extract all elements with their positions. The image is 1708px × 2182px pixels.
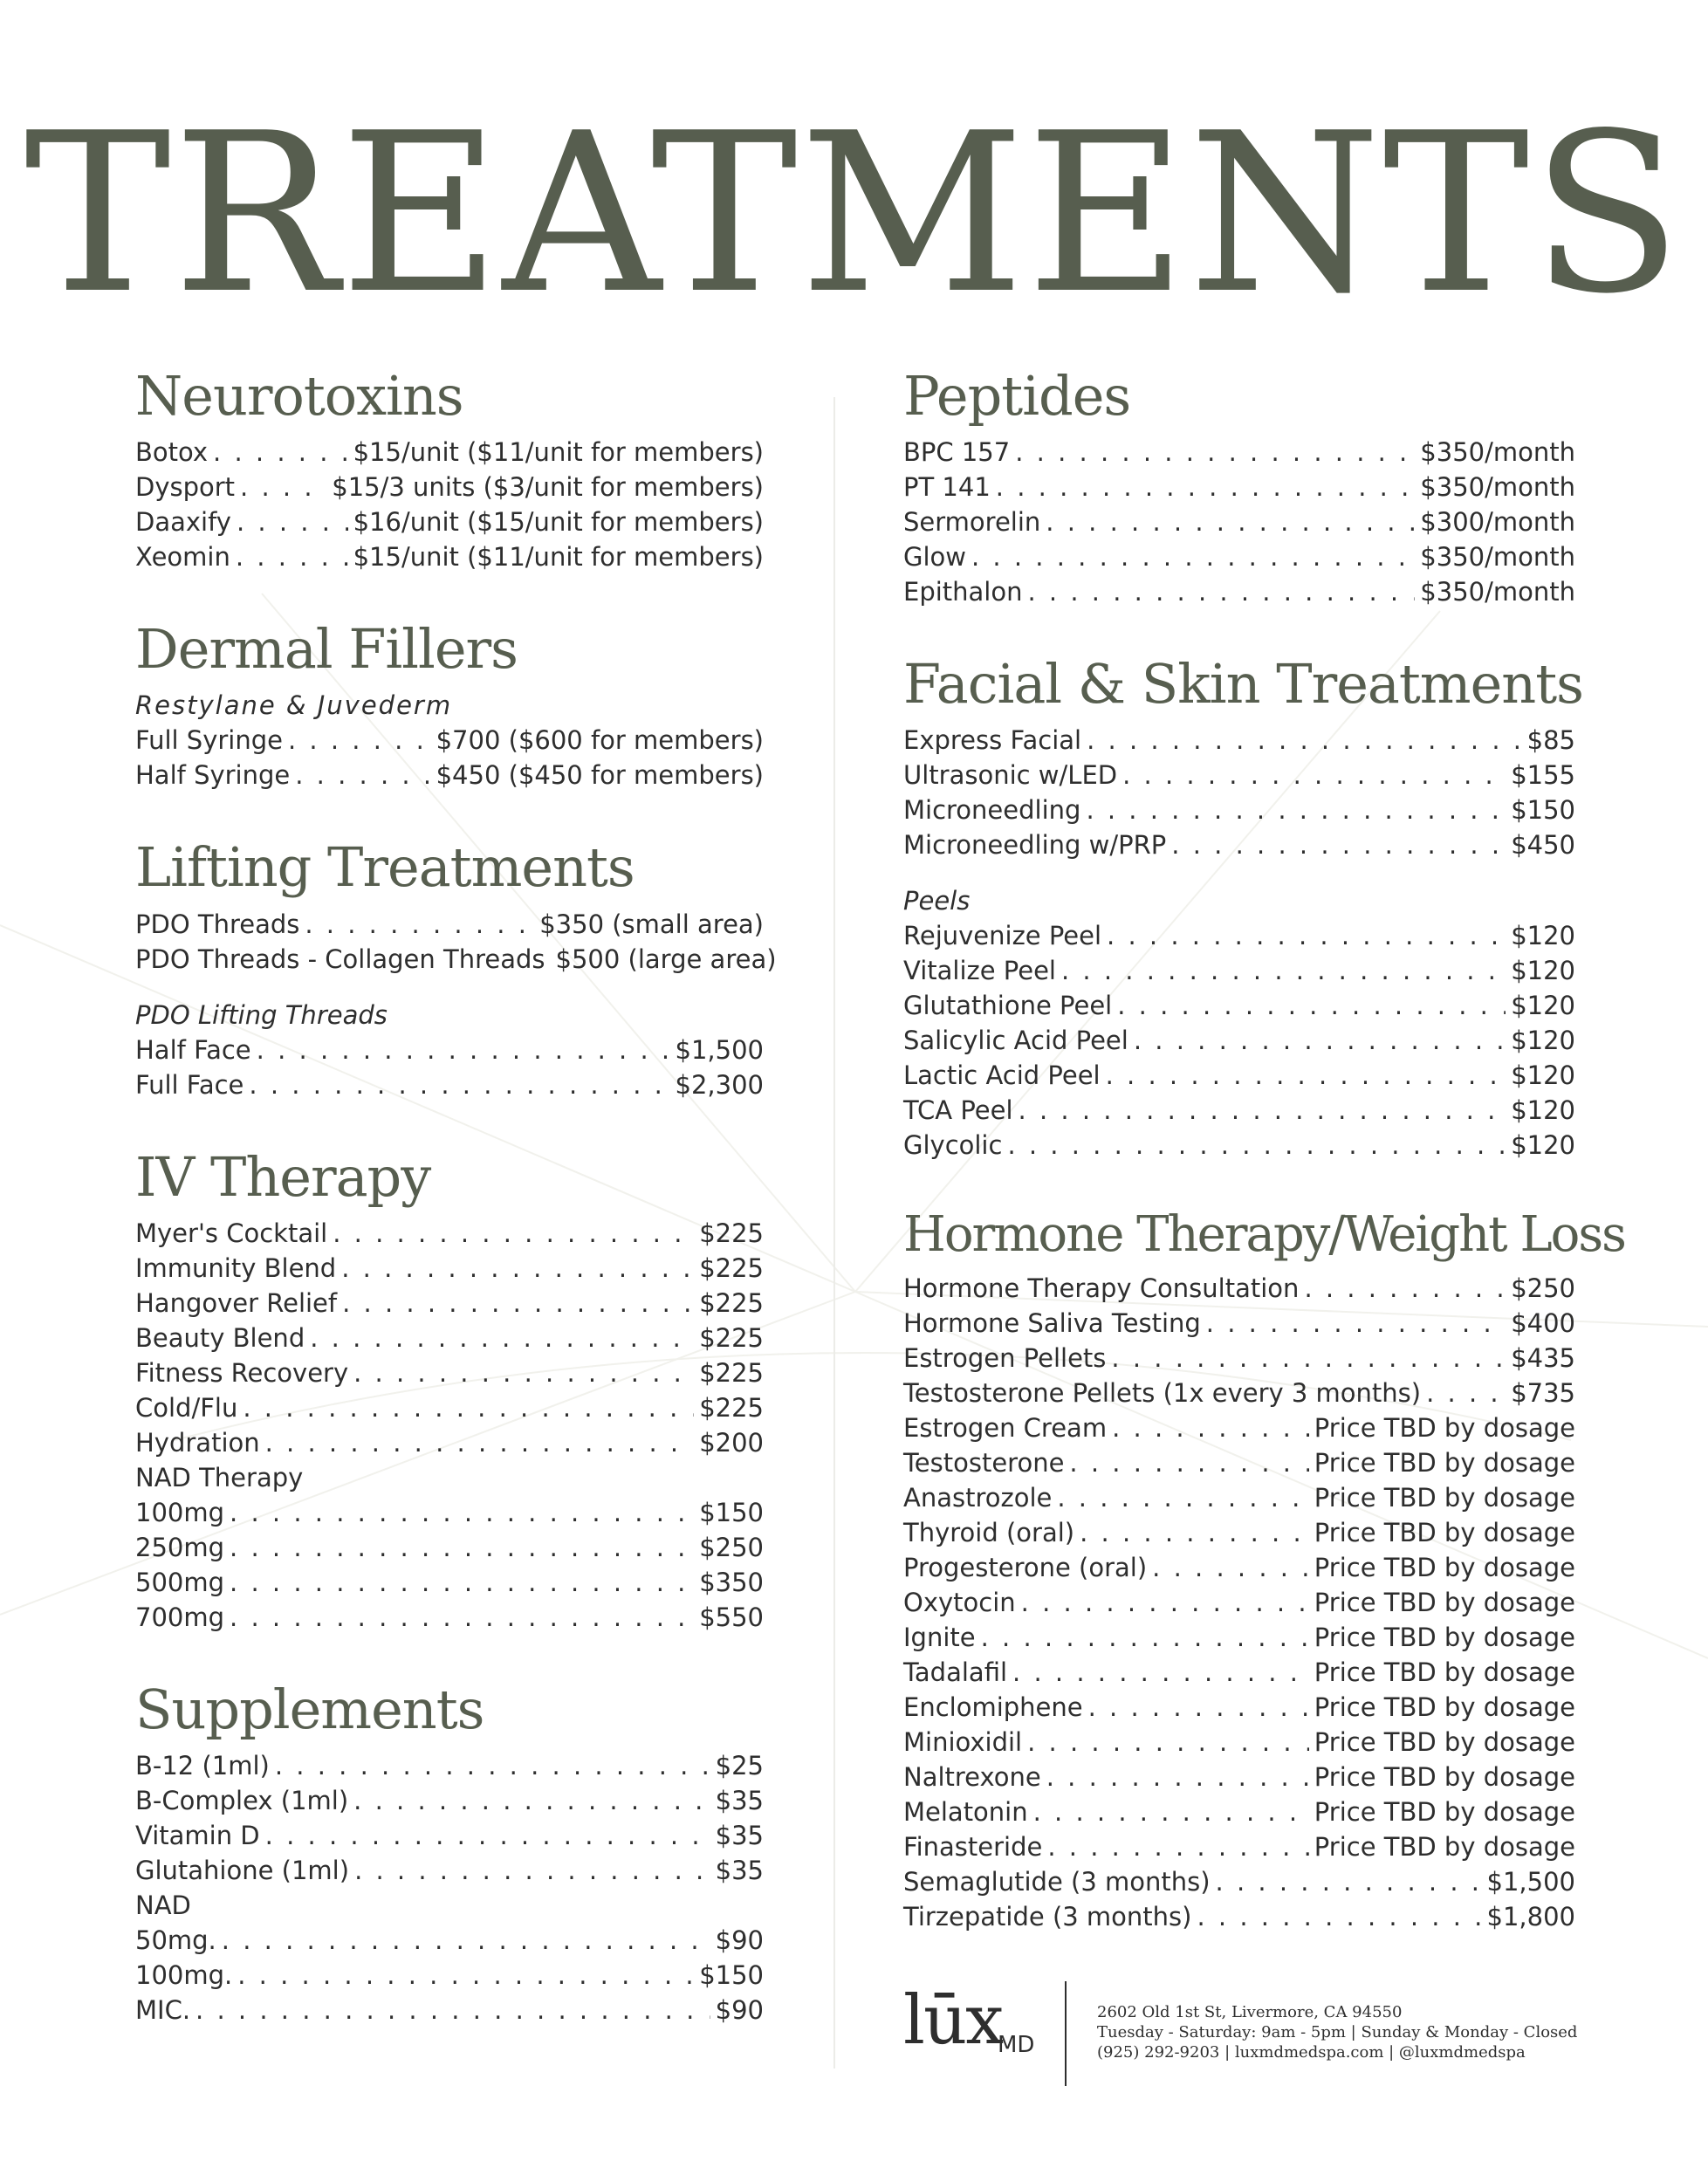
price-row	[135, 1565, 764, 1600]
item-name: PDO Threads	[135, 909, 300, 939]
item-price: $155	[1511, 760, 1575, 791]
item-name: Hangover Relief	[135, 1287, 338, 1318]
dot-leader	[1047, 1829, 1308, 1864]
item-price: $15/unit ($11/unit for members)	[353, 542, 764, 573]
item-name: Fitness Recovery	[135, 1357, 349, 1388]
dot-leader	[236, 539, 348, 574]
item-price: Price TBD by dosage	[1314, 1622, 1575, 1652]
dot-leader	[1021, 1585, 1309, 1620]
price-row	[903, 793, 1575, 827]
price-row	[903, 1480, 1575, 1515]
section-title: Dermal Fillers	[135, 617, 518, 682]
price-row	[135, 1251, 764, 1286]
dot-leader	[1033, 1794, 1309, 1829]
price-row	[903, 1058, 1575, 1093]
item-price: $85	[1526, 725, 1575, 756]
section-neurotoxins	[135, 364, 764, 574]
dot-leader	[1015, 435, 1415, 470]
price-row	[903, 539, 1575, 574]
section-title: IV Therapy	[135, 1144, 431, 1209]
price-row	[903, 1690, 1575, 1725]
item-price: $735	[1511, 1377, 1575, 1408]
dot-leader	[1086, 793, 1506, 827]
dot-leader	[230, 1495, 694, 1530]
item-name: Melatonin	[903, 1796, 1028, 1827]
item-name: 250mg	[135, 1532, 225, 1562]
price-row	[903, 1620, 1575, 1655]
group-label: NAD	[135, 1890, 191, 1920]
dot-leader	[230, 1600, 694, 1635]
dot-leader	[353, 1355, 694, 1390]
item-price: $1,500	[675, 1034, 764, 1065]
item-price: $225	[699, 1218, 764, 1248]
brand-logo: lūx	[903, 1981, 1003, 2060]
section-title: Neurotoxins	[135, 364, 463, 428]
item-price: $300/month	[1420, 507, 1575, 538]
price-row	[903, 918, 1575, 953]
price-row	[135, 1783, 764, 1818]
price-row	[135, 1993, 764, 2028]
item-name: Thyroid (oral)	[903, 1517, 1075, 1547]
item-price: $200	[699, 1427, 764, 1458]
dot-leader	[243, 1390, 694, 1425]
section-peptides	[903, 364, 1575, 609]
dot-leader	[222, 1923, 710, 1958]
dot-leader	[996, 470, 1416, 504]
section-lifting-treatments	[135, 835, 777, 1101]
price-row	[135, 1495, 764, 1530]
price-row	[135, 504, 764, 539]
item-price: Price TBD by dosage	[1314, 1691, 1575, 1722]
dot-leader	[1111, 1341, 1506, 1376]
dot-leader	[1426, 1376, 1506, 1410]
section-iv-therapy	[135, 1144, 764, 1635]
item-name: Glutathione Peel	[903, 991, 1113, 1021]
item-name: Half Face	[135, 1034, 251, 1065]
item-name: Vitalize Peel	[903, 956, 1056, 986]
dot-leader	[1027, 1725, 1309, 1760]
dot-leader	[342, 1286, 694, 1321]
item-name: Full Face	[135, 1069, 244, 1100]
price-row	[135, 723, 764, 758]
dot-leader	[1080, 1515, 1309, 1550]
item-price: $120	[1511, 921, 1575, 951]
item-name: Hormone Therapy Consultation	[903, 1273, 1300, 1303]
dot-leader	[1216, 1864, 1482, 1899]
item-name: Progesterone (oral)	[903, 1552, 1148, 1582]
section-subtitle: PDO Lifting Threads	[135, 999, 388, 1030]
dot-leader	[230, 1530, 694, 1565]
item-name: Botox	[135, 437, 209, 468]
item-price: Price TBD by dosage	[1314, 1657, 1575, 1687]
item-price: $350/month	[1420, 437, 1575, 468]
price-row	[135, 1818, 764, 1853]
dot-leader	[1197, 1899, 1481, 1934]
section-title: Supplements	[135, 1677, 484, 1741]
dot-leader	[237, 1958, 694, 1993]
price-row	[135, 907, 764, 942]
item-name: Testosterone	[903, 1447, 1065, 1478]
item-name: 100mg.	[135, 1959, 233, 1990]
item-price: $400	[1511, 1307, 1575, 1338]
item-price: $90	[715, 1925, 764, 1955]
price-row	[903, 574, 1575, 609]
dot-leader	[265, 1425, 695, 1460]
item-name: Immunity Blend	[135, 1252, 337, 1283]
dot-leader	[1046, 1760, 1309, 1794]
item-price: $2,300	[675, 1069, 764, 1100]
item-name: Hydration	[135, 1427, 260, 1458]
item-price: $350/month	[1420, 472, 1575, 503]
item-price: $35	[715, 1785, 764, 1815]
item-price: $120	[1511, 1095, 1575, 1126]
item-price: $120	[1511, 1060, 1575, 1091]
item-price: $225	[699, 1322, 764, 1353]
page-title: TREATMENTS	[24, 86, 1684, 342]
price-row	[903, 504, 1575, 539]
section-subtitle: Restylane & Juvederm	[135, 690, 453, 721]
price-row	[903, 1899, 1575, 1934]
item-name: MIC.	[135, 1994, 191, 2025]
price-row	[903, 1655, 1575, 1690]
price-row	[903, 1341, 1575, 1376]
price-row	[903, 758, 1575, 793]
item-price: $225	[699, 1357, 764, 1388]
item-price: $1,800	[1486, 1901, 1575, 1932]
dot-leader	[1171, 827, 1506, 862]
item-name: 700mg	[135, 1602, 225, 1632]
dot-leader	[1112, 1410, 1309, 1445]
item-price: $35	[715, 1855, 764, 1885]
item-name: B-12 (1ml)	[135, 1750, 270, 1781]
item-price: $35	[715, 1820, 764, 1850]
price-row	[135, 1748, 764, 1783]
item-name: Naltrexone	[903, 1761, 1041, 1792]
dot-leader	[310, 1321, 694, 1355]
section-title: Peptides	[903, 364, 1131, 428]
price-row	[135, 1067, 764, 1102]
item-price: $150	[699, 1497, 764, 1527]
item-name: TCA Peel	[903, 1095, 1013, 1126]
dot-leader	[1134, 1023, 1506, 1058]
price-row	[903, 1128, 1575, 1163]
price-row	[903, 1306, 1575, 1341]
brand-logo-suffix: MD	[998, 2032, 1035, 2058]
item-name: Daaxify	[135, 507, 231, 538]
item-name: Estrogen Pellets	[903, 1342, 1107, 1373]
section-title: Hormone Therapy/Weight Loss	[903, 1206, 1625, 1264]
item-name: Semaglutide (3 months)	[903, 1866, 1211, 1897]
item-price: $225	[699, 1392, 764, 1423]
item-name: Glow	[903, 542, 966, 573]
item-price: $90	[715, 1994, 764, 2025]
item-name: Cold/Flu	[135, 1392, 238, 1423]
dot-leader	[249, 1067, 669, 1102]
price-row	[903, 723, 1575, 758]
dot-leader	[1088, 1690, 1309, 1725]
item-price: $450	[1511, 830, 1575, 861]
dot-leader	[1046, 504, 1415, 539]
item-price: $700 ($600 for members)	[436, 725, 764, 756]
item-name: 500mg	[135, 1567, 225, 1597]
price-row	[903, 1410, 1575, 1445]
price-row	[135, 470, 764, 504]
column-divider	[833, 397, 835, 2069]
item-price: $350/month	[1420, 577, 1575, 607]
item-name: Ultrasonic w/LED	[903, 760, 1118, 791]
item-price: $250	[1511, 1273, 1575, 1303]
price-row	[903, 953, 1575, 988]
price-row	[903, 988, 1575, 1023]
item-price: Price TBD by dosage	[1314, 1587, 1575, 1617]
dot-leader	[195, 1993, 710, 2028]
item-name: Estrogen Cream	[903, 1412, 1108, 1443]
item-name: Anastrozole	[903, 1482, 1053, 1513]
dot-leader	[305, 907, 534, 942]
item-name: PDO Threads - Collagen Threads	[135, 943, 545, 974]
dot-leader	[1122, 758, 1506, 793]
price-row	[903, 1515, 1575, 1550]
item-name: Beauty Blend	[135, 1322, 305, 1353]
dot-leader	[333, 1216, 694, 1251]
item-name: 100mg	[135, 1497, 225, 1527]
dot-leader	[981, 1620, 1309, 1655]
item-name: Myer's Cocktail	[135, 1218, 328, 1248]
item-price: $16/unit ($15/unit for members)	[353, 507, 764, 538]
price-row	[135, 942, 777, 977]
dot-leader	[1061, 953, 1506, 988]
item-name: Epithalon	[903, 577, 1023, 607]
section-facial-skin	[903, 652, 1583, 1163]
item-name: Oxytocin	[903, 1587, 1016, 1617]
item-price: $550	[699, 1602, 764, 1632]
item-price: $150	[1511, 795, 1575, 826]
price-row	[135, 1286, 764, 1321]
item-name: Vitamin D	[135, 1820, 260, 1850]
price-row	[135, 1923, 764, 1958]
price-row	[135, 1853, 764, 1888]
price-row	[135, 1530, 764, 1565]
dot-leader	[341, 1251, 694, 1286]
price-row	[135, 1425, 764, 1460]
item-price: Price TBD by dosage	[1314, 1761, 1575, 1792]
item-name: Express Facial	[903, 725, 1082, 756]
item-price: $120	[1511, 991, 1575, 1021]
dot-leader	[354, 1853, 710, 1888]
footer-address: 2602 Old 1st St, Livermore, CA 94550	[1097, 2003, 1403, 2021]
right-column	[903, 364, 1625, 1980]
price-row	[903, 1864, 1575, 1899]
dot-leader	[295, 758, 430, 793]
item-price: Price TBD by dosage	[1314, 1517, 1575, 1547]
price-row	[903, 1376, 1575, 1410]
item-name: Testosterone Pellets (1x every 3 months)	[903, 1377, 1422, 1408]
section-title: Lifting Treatments	[135, 835, 634, 900]
dot-leader	[1019, 1093, 1506, 1128]
item-price: $350/month	[1420, 542, 1575, 573]
item-price: Price TBD by dosage	[1314, 1726, 1575, 1757]
item-price: Price TBD by dosage	[1314, 1552, 1575, 1582]
item-price: $120	[1511, 1130, 1575, 1161]
item-price: $120	[1511, 956, 1575, 986]
footer-hours: Tuesday - Saturday: 9am - 5pm | Sunday & Monday - Closed	[1097, 2023, 1578, 2041]
item-name: Finasteride	[903, 1831, 1043, 1862]
price-row	[135, 1216, 764, 1251]
dot-leader	[257, 1033, 670, 1067]
section-title: Facial & Skin Treatments	[903, 652, 1583, 717]
item-price: $225	[699, 1287, 764, 1318]
item-name: Hormone Saliva Testing	[903, 1307, 1201, 1338]
price-row	[903, 1585, 1575, 1620]
item-price: $435	[1511, 1342, 1575, 1373]
item-name: BPC 157	[903, 437, 1011, 468]
item-price: Price TBD by dosage	[1314, 1447, 1575, 1478]
item-name: Sermorelin	[903, 507, 1041, 538]
dot-leader	[1206, 1306, 1506, 1341]
dot-leader	[1028, 574, 1416, 609]
item-name: Rejuvenize Peel	[903, 921, 1102, 951]
item-price: $350 (small area)	[539, 909, 764, 939]
dot-leader	[1107, 918, 1506, 953]
price-row	[903, 1794, 1575, 1829]
item-name: Full Syringe	[135, 725, 283, 756]
item-name: Microneedling w/PRP	[903, 830, 1167, 861]
dot-leader	[265, 1818, 710, 1853]
footer-separator	[1065, 1981, 1067, 2086]
price-row	[135, 1390, 764, 1425]
dot-leader	[1069, 1445, 1308, 1480]
dot-leader	[213, 435, 348, 470]
item-name: Enclomiphene	[903, 1691, 1083, 1722]
item-name: PT 141	[903, 472, 991, 503]
dot-leader	[1007, 1128, 1506, 1163]
price-row	[135, 1355, 764, 1390]
dot-leader	[353, 1783, 710, 1818]
price-row	[135, 1958, 764, 1993]
item-name: Glutahione (1ml)	[135, 1855, 350, 1885]
item-name: Half Syringe	[135, 760, 291, 791]
item-price: $350	[699, 1567, 764, 1597]
price-row	[903, 1760, 1575, 1794]
price-row	[903, 1445, 1575, 1480]
item-name: Glycolic	[903, 1130, 1003, 1161]
price-row	[903, 1550, 1575, 1585]
price-row	[903, 1023, 1575, 1058]
item-name: Minioxidil	[903, 1726, 1023, 1757]
price-row	[135, 539, 764, 574]
price-row	[903, 827, 1575, 862]
item-price: $250	[699, 1532, 764, 1562]
item-name: Tadalafil	[903, 1657, 1008, 1687]
left-column	[135, 364, 777, 2073]
price-row	[135, 1321, 764, 1355]
item-name: Lactic Acid Peel	[903, 1060, 1101, 1091]
price-row	[135, 1600, 764, 1635]
dot-leader	[1152, 1550, 1309, 1585]
item-name: Microneedling	[903, 795, 1081, 826]
footer-info	[1097, 2002, 1577, 2062]
item-name: Tirzepatide (3 months)	[903, 1901, 1192, 1932]
price-row	[903, 1093, 1575, 1128]
dot-leader	[1087, 723, 1522, 758]
price-row	[903, 470, 1575, 504]
dot-leader	[275, 1748, 710, 1783]
item-price: $15/unit ($11/unit for members)	[353, 437, 764, 468]
price-row	[903, 1829, 1575, 1864]
dot-leader	[240, 470, 326, 504]
price-row	[903, 1271, 1575, 1306]
dot-leader	[1117, 988, 1506, 1023]
item-price: Price TBD by dosage	[1314, 1796, 1575, 1827]
footer-contact: (925) 292-9203 | luxmdmedspa.com | @luxmdmedspa	[1097, 2043, 1526, 2062]
dot-leader	[971, 539, 1415, 574]
section-supplements	[135, 1677, 764, 2028]
price-row	[135, 435, 764, 470]
item-name: Salicylic Acid Peel	[903, 1026, 1128, 1056]
price-row	[903, 435, 1575, 470]
section-subtitle: Peels	[903, 886, 971, 916]
item-price: $25	[715, 1750, 764, 1781]
item-price: $225	[699, 1252, 764, 1283]
dot-leader	[1106, 1058, 1506, 1093]
item-name: Dysport	[135, 472, 236, 503]
group-label: NAD Therapy	[135, 1462, 304, 1492]
item-price: $450 ($450 for members)	[436, 760, 764, 791]
item-price: $120	[1511, 1026, 1575, 1056]
item-name: Ignite	[903, 1622, 976, 1652]
item-name: B-Complex (1ml)	[135, 1785, 349, 1815]
item-name: Xeomin	[135, 542, 230, 573]
dot-leader	[1304, 1271, 1506, 1306]
dot-leader	[288, 723, 431, 758]
item-name: 50mg.	[135, 1925, 216, 1955]
price-row	[903, 1725, 1575, 1760]
footer	[903, 1981, 1602, 2086]
item-price: Price TBD by dosage	[1314, 1482, 1575, 1513]
item-price: $150	[699, 1959, 764, 1990]
dot-leader	[1057, 1480, 1308, 1515]
dot-leader	[237, 504, 348, 539]
item-price: Price TBD by dosage	[1314, 1831, 1575, 1862]
section-hormone-therapy	[903, 1206, 1625, 1934]
item-price: $500 (large area)	[555, 943, 777, 974]
dot-leader	[230, 1565, 694, 1600]
item-price: Price TBD by dosage	[1314, 1412, 1575, 1443]
price-row	[135, 758, 764, 793]
section-dermal-fillers	[135, 617, 764, 793]
item-price: $15/3 units ($3/unit for members)	[332, 472, 764, 503]
dot-leader	[1012, 1655, 1309, 1690]
item-price: $1,500	[1486, 1866, 1575, 1897]
price-row	[135, 1033, 764, 1067]
